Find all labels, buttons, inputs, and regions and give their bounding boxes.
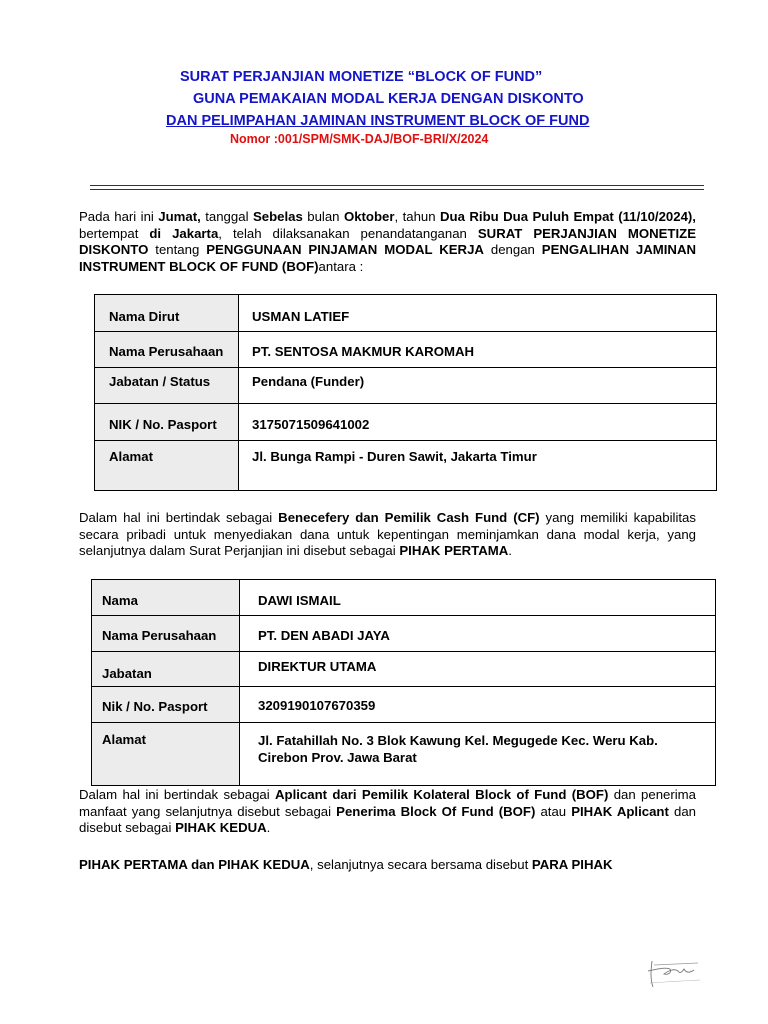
party-one-label-position: Jabatan / Status [95, 368, 239, 404]
party-one-description: Dalam hal ini bertindak sebagai Benecefery dan Pemilik Cash Fund (CF) yang memiliki kapabilitas secara pribadi untuk menyediakan dana untuk kepentingan meminjamkan dana modal kerja, yang selanjutnya dalam Surat Perjanjian ini disebut sebagai PIHAK PERTAMA. [79, 510, 696, 558]
document-title-line-1: SURAT PERJANJIAN MONETIZE “BLOCK OF FUND” [180, 69, 543, 85]
party-one-label-nik: NIK / No. Pasport [95, 404, 239, 441]
table-row [95, 404, 717, 441]
party-one-value-company: PT. SENTOSA MAKMUR KAROMAH [239, 332, 717, 368]
table-row [92, 723, 716, 786]
party-two-table [91, 579, 716, 786]
party-two-value-nik: 3209190107670359 [240, 687, 716, 723]
party-one-label-name: Nama Dirut [95, 295, 239, 332]
table-row [92, 616, 716, 652]
party-two-value-company: PT. DEN ABADI JAYA [240, 616, 716, 652]
party-two-label-company: Nama Perusahaan [92, 616, 240, 652]
header-divider-top [90, 185, 704, 186]
document-title-line-3: DAN PELIMPAHAN JAMINAN INSTRUMENT BLOCK OF FUND [166, 113, 590, 129]
table-row [92, 580, 716, 616]
header-divider-bottom [90, 189, 704, 190]
parties-closing-statement: PIHAK PERTAMA dan PIHAK KEDUA, selanjutnya secara bersama disebut PARA PIHAK [79, 857, 613, 872]
party-one-label-address: Alamat [95, 441, 239, 491]
party-two-value-position: DIREKTUR UTAMA [240, 652, 716, 687]
party-one-value-address: Jl. Bunga Rampi - Duren Sawit, Jakarta Timur [239, 441, 717, 491]
table-row [95, 368, 717, 404]
party-one-label-company: Nama Perusahaan [95, 332, 239, 368]
party-two-description: Dalam hal ini bertindak sebagai Aplicant dari Pemilik Kolateral Block of Fund (BOF) dan penerima manfaat yang selanjutnya disebut sebagai Penerima Block Of Fund (BOF) atau PIHAK Aplicant dan disebut sebagai PIHAK KEDUA. [79, 787, 697, 835]
signature-initial-icon [644, 957, 704, 991]
table-row [95, 295, 717, 332]
party-two-label-name: Nama [92, 580, 240, 616]
party-two-value-address: Jl. Fatahillah No. 3 Blok Kawung Kel. Megugede Kec. Weru Kab. Cirebon Prov. Jawa Barat [240, 723, 716, 786]
party-two-value-name: DAWI ISMAIL [240, 580, 716, 616]
intro-paragraph: Pada hari ini Jumat, tanggal Sebelas bulan Oktober, tahun Dua Ribu Dua Puluh Empat (11/10/2024), bertempat di Jakarta, telah dilaksanakan penandatanganan SURAT PERJANJIAN MONETIZE DISKONTO tentang PENGGUNAAN PINJAMAN MODAL KERJA dengan PENGALIHAN JAMINAN INSTRUMENT BLOCK OF FUND (BOF)antara : [79, 209, 696, 274]
party-two-label-nik: Nik / No. Pasport [92, 687, 240, 723]
table-row [92, 687, 716, 723]
party-one-table [94, 294, 717, 491]
table-row [95, 441, 717, 491]
party-one-value-name: USMAN LATIEF [239, 295, 717, 332]
document-number: Nomor :001/SPM/SMK-DAJ/BOF-BRI/X/2024 [230, 132, 489, 146]
party-one-value-nik: 3175071509641002 [239, 404, 717, 441]
party-two-label-position: Jabatan [92, 652, 240, 687]
table-row [95, 332, 717, 368]
party-one-value-position: Pendana (Funder) [239, 368, 717, 404]
table-row [92, 652, 716, 687]
party-two-label-address: Alamat [92, 723, 240, 786]
document-title-line-2: GUNA PEMAKAIAN MODAL KERJA DENGAN DISKONTO [193, 91, 584, 107]
